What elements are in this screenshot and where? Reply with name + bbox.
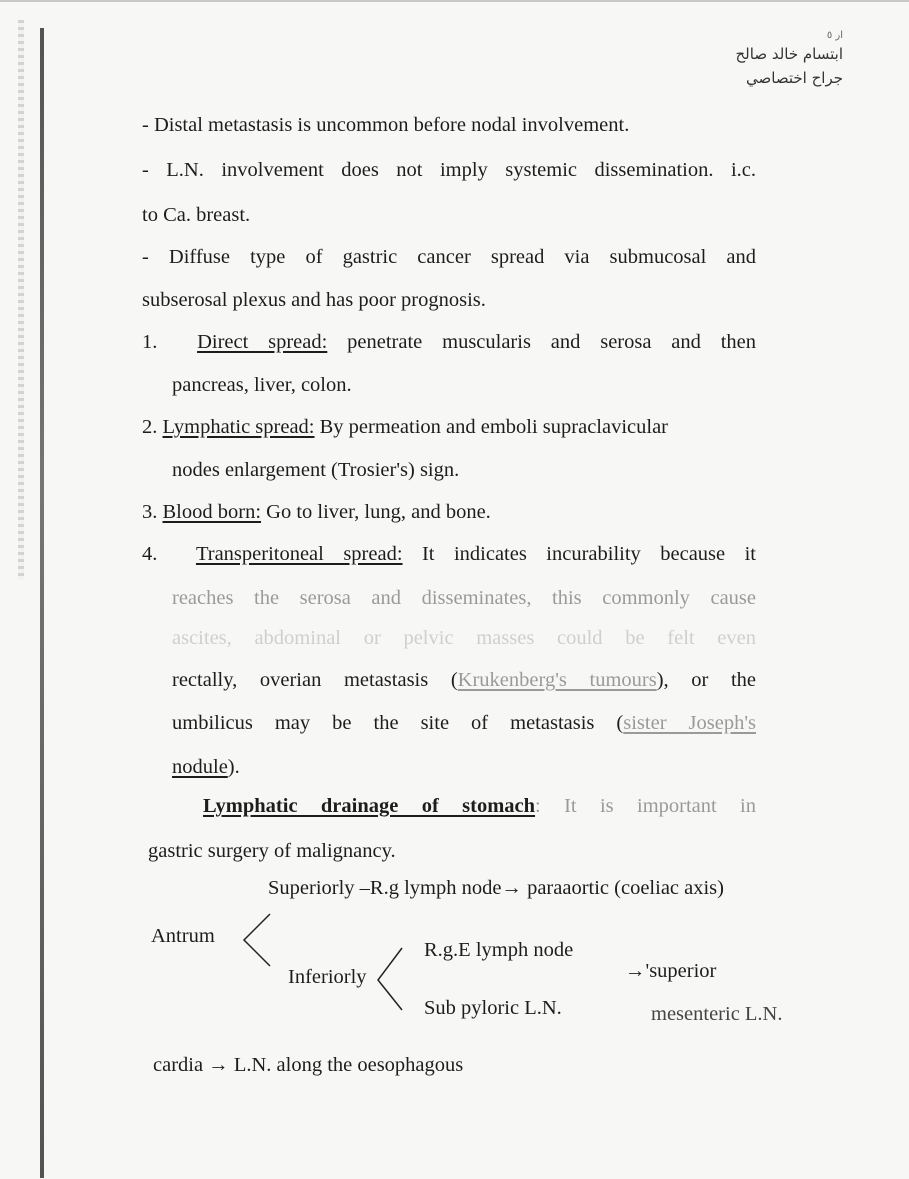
antrum-label: Antrum xyxy=(151,925,215,947)
text-segment: ). xyxy=(227,756,240,778)
list-item-lymphatic-spread xyxy=(142,416,668,439)
text-segment: umbilicus may be the site of metastasis ( xyxy=(172,712,624,734)
text-segment: ), or the xyxy=(656,669,757,691)
list-item-direct-spread xyxy=(142,331,756,354)
handwritten-note xyxy=(736,30,844,90)
scan-border-noise xyxy=(18,20,24,580)
inferiorly-branch-bracket xyxy=(372,944,408,1014)
superior-label: →'superior xyxy=(625,960,717,982)
list-item-transperitoneal-line6 xyxy=(172,756,240,779)
paragraph-diffuse-type-line2: subserosal plexus and has poor prognosis. xyxy=(142,289,486,311)
list-text: By permeation and emboli supraclavicular xyxy=(314,416,669,438)
krukenberg-link: Krukenberg's tumours xyxy=(457,669,657,691)
text-segment: rectally, overian metastasis ( xyxy=(172,669,458,691)
list-heading: Transperitoneal spread: xyxy=(195,543,403,565)
list-number: 2. xyxy=(142,416,158,438)
rge-lymph-node-label: R.g.E lymph node xyxy=(424,939,574,961)
list-number: 3. xyxy=(142,501,158,523)
handwritten-name: ابتسام خالد صالح xyxy=(735,45,843,63)
drainage-heading-line xyxy=(203,795,756,818)
superiorly-label: Superiorly –R.g lymph node→ paraaortic (coeliac axis) xyxy=(268,877,724,899)
nodule-link: nodule xyxy=(172,756,228,778)
paragraph-ln-involvement-line2: to Ca. breast. xyxy=(142,204,251,226)
list-heading: Direct spread: xyxy=(197,331,328,353)
list-item-transperitoneal-line2: reaches the serosa and disseminates, this commonly cause xyxy=(172,587,756,609)
scan-top-edge xyxy=(0,0,909,2)
mesenteric-label: mesenteric L.N. xyxy=(651,1003,783,1025)
sister-joseph-link: sister Joseph's xyxy=(623,712,757,734)
drainage-line2: gastric surgery of malignancy. xyxy=(148,840,396,862)
list-heading: Blood born: xyxy=(162,501,262,523)
list-item-direct-spread-line2: pancreas, liver, colon. xyxy=(172,374,352,396)
list-number: 1. xyxy=(142,331,158,353)
handwritten-title: جراح اختصاصي xyxy=(746,69,843,87)
paragraph-diffuse-type-line1: - Diffuse type of gastric cancer spread via submucosal and xyxy=(142,246,756,268)
handwritten-small-text: ار ٥ xyxy=(826,30,843,41)
inferiorly-label: Inferiorly xyxy=(288,966,367,988)
paragraph-ln-involvement-line1: - L.N. involvement does not imply systemic dissemination. i.c. xyxy=(142,159,756,181)
list-item-lymphatic-spread-line2: nodes enlargement (Trosier's) sign. xyxy=(172,459,460,481)
scan-binding-line xyxy=(40,28,44,1178)
list-text: Go to liver, lung, and bone. xyxy=(261,501,491,523)
list-text: It indicates incurability because it xyxy=(402,543,756,565)
sub-pyloric-label: Sub pyloric L.N. xyxy=(424,997,562,1019)
list-text: penetrate muscularis and serosa and then xyxy=(327,331,757,353)
paragraph-distal-metastasis: - Distal metastasis is uncommon before nodal involvement. xyxy=(142,114,630,136)
cardia-label: cardia → L.N. along the oesophagous xyxy=(153,1054,464,1076)
list-item-transperitoneal xyxy=(142,543,756,566)
list-item-blood-born xyxy=(142,501,491,524)
drainage-heading-rest: : It is important in xyxy=(535,795,757,817)
list-item-transperitoneal-line3: ascites, abdominal or pelvic masses could be felt even xyxy=(172,627,756,649)
list-item-transperitoneal-line4 xyxy=(172,669,756,692)
list-heading: Lymphatic spread: xyxy=(162,416,315,438)
list-number: 4. xyxy=(142,543,158,565)
list-item-transperitoneal-line5 xyxy=(172,712,756,735)
drainage-heading: Lymphatic drainage of stomach xyxy=(203,795,536,817)
antrum-branch-bracket xyxy=(238,910,278,970)
